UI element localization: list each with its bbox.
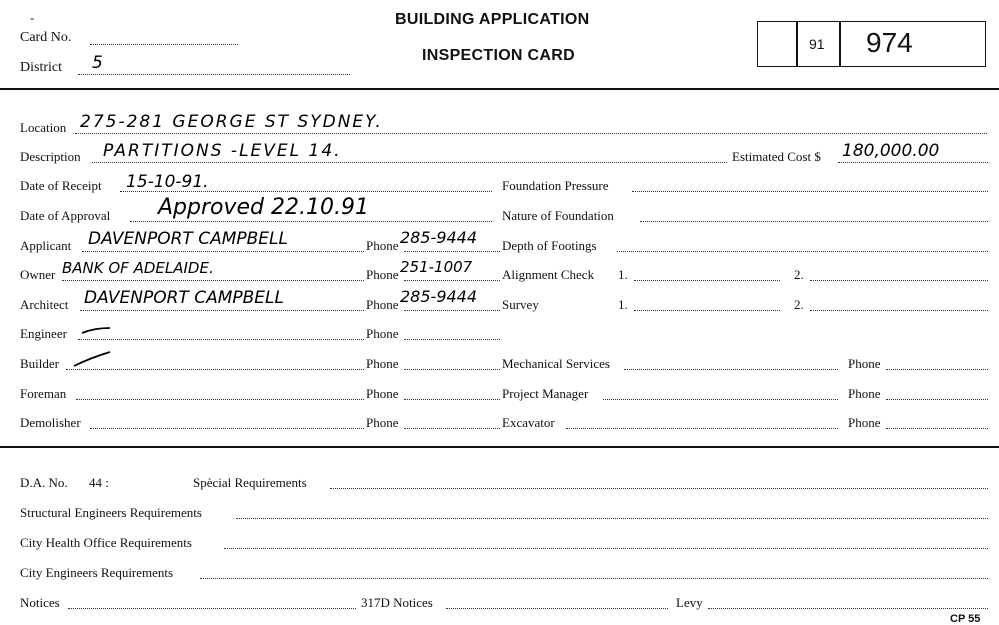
applicant-phone-label: Phone [366,238,399,253]
project-manager-field[interactable] [603,399,838,400]
builder-dash-mark [72,350,112,368]
card-year: 91 [809,36,825,52]
survey-1-label: 1. [618,297,628,312]
card-number: 974 [866,27,913,58]
notices-317d-field[interactable] [446,608,668,609]
demolisher-phone-label: Phone [366,415,399,430]
project-manager-phone-field[interactable] [886,399,988,400]
card-number-divider-1 [796,21,798,67]
survey-2-label: 2. [794,297,804,312]
nature-of-foundation-label: Nature of Foundation [502,208,614,223]
city-engineers-label: City Engineers Requirements [20,565,174,580]
applicant-phone-field[interactable] [404,251,500,252]
alignment-check-2-field[interactable] [810,280,988,281]
nature-of-foundation-field[interactable] [640,221,988,222]
foreman-phone-field[interactable] [404,399,500,400]
survey-label: Survey [502,297,539,312]
alignment-check-1-label: 1. [618,267,628,282]
foreman-field[interactable] [76,399,364,400]
card-mark: - [30,10,35,25]
architect-field[interactable] [80,310,364,311]
special-requirements-field[interactable] [330,488,988,489]
applicant-phone-value: 285-9444 [400,228,478,247]
mechanical-services-label: Mechanical Services [502,356,610,371]
architect-phone-value: 285-9444 [400,287,478,306]
mechanical-services-field[interactable] [624,369,838,370]
notices-label: Notices [20,595,60,610]
description-field[interactable] [92,162,727,163]
builder-phone-field[interactable] [404,369,500,370]
engineer-phone-label: Phone [366,326,399,341]
date-of-receipt-value: 15-10-91. [126,172,209,192]
engineer-phone-field[interactable] [404,339,500,340]
foundation-pressure-label: Foundation Pressure [502,178,609,193]
applicant-value: DAVENPORT CAMPBELL [88,229,288,249]
foreman-phone-label: Phone [366,386,399,401]
structural-engineers-label: Structural Engineers Requirements [20,505,202,520]
estimated-cost-label: Estimated Cost $ [732,149,821,164]
notices-317d-label: 317D Notices [361,595,433,610]
special-requirements-label: Spècial Requirements [193,475,307,490]
levy-field[interactable] [708,608,988,609]
builder-phone-label: Phone [366,356,399,371]
builder-label: Builder [20,356,59,371]
alignment-check-label: Alignment Check [502,267,595,282]
form-subtitle: INSPECTION CARD [422,47,575,64]
survey-2-field[interactable] [810,310,988,311]
owner-phone-field[interactable] [404,280,500,281]
depth-of-footings-label: Depth of Footings [502,238,597,253]
excavator-phone-label: Phone [848,415,881,430]
district-field[interactable] [78,74,350,75]
da-no-value: 44 : [89,475,109,490]
excavator-field[interactable] [566,428,838,429]
city-health-field[interactable] [224,548,988,549]
district-value: 5 [92,53,103,73]
builder-field[interactable] [66,369,364,370]
engineer-field[interactable] [78,339,364,340]
owner-phone-label: Phone [366,267,399,282]
location-field[interactable] [75,133,987,134]
date-of-approval-value: Approved 22.10.91 [158,195,369,220]
alignment-check-2-label: 2. [794,267,804,282]
description-label: Description [20,149,81,164]
card-no-field[interactable] [90,44,238,45]
estimated-cost-field[interactable] [838,162,988,163]
owner-field[interactable] [62,280,364,281]
location-value: 275-281 GEORGE ST SYDNEY. [80,112,383,132]
district-label: District [20,60,62,75]
demolisher-phone-field[interactable] [404,428,500,429]
date-of-approval-label: Date of Approval [20,208,111,223]
header-rule [0,88,999,90]
owner-value: BANK OF ADELAIDE. [62,259,214,277]
architect-phone-field[interactable] [404,310,500,311]
owner-phone-value: 251-1007 [400,258,473,276]
architect-value: DAVENPORT CAMPBELL [84,288,284,308]
date-of-receipt-label: Date of Receipt [20,178,102,193]
demolisher-label: Demolisher [20,415,81,430]
estimated-cost-value: 180,000.00 [842,141,940,161]
card-no-label: Card No. [20,30,72,45]
depth-of-footings-field[interactable] [617,251,988,252]
owner-label: Owner [20,267,56,282]
applicant-field[interactable] [82,251,364,252]
city-health-label: City Health Office Requirements [20,535,192,550]
description-value: PARTITIONS -LEVEL 14. [103,141,342,161]
engineer-dash-mark [80,324,112,336]
excavator-phone-field[interactable] [886,428,988,429]
date-of-approval-field[interactable] [130,221,492,222]
engineer-label: Engineer [20,326,67,341]
alignment-check-1-field[interactable] [634,280,780,281]
survey-1-field[interactable] [634,310,780,311]
notices-field[interactable] [68,608,356,609]
applicant-label: Applicant [20,238,72,253]
card-number-divider-2 [839,21,841,67]
mechanical-services-phone-label: Phone [848,356,881,371]
levy-label: Levy [676,595,703,610]
section-rule [0,446,999,448]
form-code: CP 55 [950,613,981,625]
da-no-label: D.A. No. [20,475,68,490]
mechanical-services-phone-field[interactable] [886,369,988,370]
architect-phone-label: Phone [366,297,399,312]
project-manager-label: Project Manager [502,386,589,401]
city-engineers-field[interactable] [200,578,988,579]
foreman-label: Foreman [20,386,67,401]
structural-engineers-field[interactable] [236,518,988,519]
demolisher-field[interactable] [90,428,364,429]
excavator-label: Excavator [502,415,555,430]
foundation-pressure-field[interactable] [632,191,988,192]
form-title: BUILDING APPLICATION [395,11,590,28]
project-manager-phone-label: Phone [848,386,881,401]
architect-label: Architect [20,297,69,312]
location-label: Location [20,120,67,135]
